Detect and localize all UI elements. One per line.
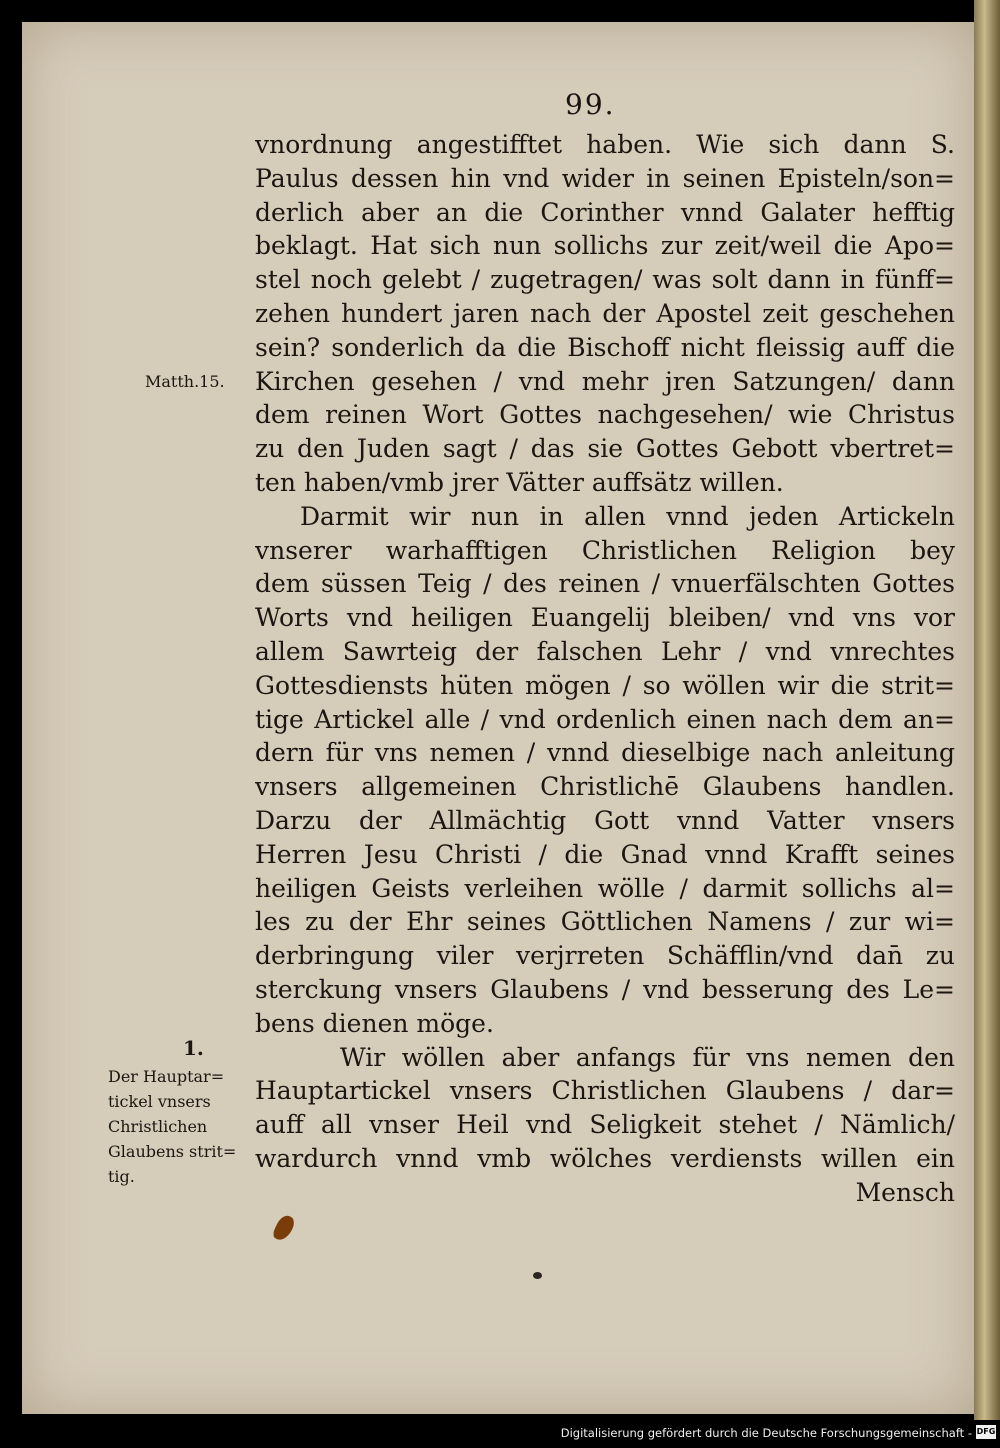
text-line: Gottesdiensts hüten mögen / so wöllen wir die strit= xyxy=(255,670,955,700)
text-line: Darzu der Allmächtig Gott vnnd Vatter vnsers xyxy=(255,805,955,835)
margin-note-reference: Matth.15. xyxy=(145,372,225,391)
margin-note-summary xyxy=(108,1064,253,1189)
text-line: les zu der Ehr seines Göttlichen Namens / zur wi= xyxy=(255,907,955,937)
text-line: wardurch vnnd vmb wölches verdiensts willen ein xyxy=(255,1143,955,1173)
text-line: Darmit wir nun in allen vnnd jeden Artickeln xyxy=(300,501,955,531)
text-line: vnsers allgemeinen Christlichē Glaubens handlen. xyxy=(255,772,955,802)
margin-note-line: tig. xyxy=(108,1167,135,1186)
text-line: dern für vns nemen / vnnd dieselbige nach anleitung xyxy=(255,738,955,768)
text-line: sterckung vnsers Glaubens / vnd besserung des Le= xyxy=(255,974,955,1004)
catchword: Mensch xyxy=(855,1177,955,1207)
margin-note-line: tickel vnsers xyxy=(108,1092,211,1111)
text-line: Herren Jesu Christi / die Gnad vnnd Krafft seines xyxy=(255,839,955,869)
funding-credit: Digitalisierung gefördert durch die Deutsche Forschungsgemeinschaft - xyxy=(560,1426,972,1440)
text-line: heiligen Geists verleihen wölle / darmit sollichs al= xyxy=(255,873,955,903)
page-edge xyxy=(974,0,1000,1420)
text-line: bens dienen möge. xyxy=(255,1008,494,1038)
margin-note-line: Glaubens strit= xyxy=(108,1142,237,1161)
text-line: beklagt. Hat sich nun sollichs zur zeit/weil die Apo= xyxy=(255,231,955,261)
text-line: Paulus dessen hin vnd wider in seinen Episteln/son= xyxy=(255,163,955,193)
text-line: derbringung viler verjrreten Schäfflin/vnd dan̄ zu xyxy=(255,941,955,971)
page-number: 99. xyxy=(565,88,616,121)
text-line: Wir wöllen aber anfangs für vns nemen den xyxy=(340,1042,955,1072)
text-line: zu den Juden sagt / das sie Gottes Gebott vbertret= xyxy=(255,434,955,464)
text-line: ten haben/vmb jrer Vätter auffsätz willen. xyxy=(255,467,784,497)
text-line: derlich aber an die Corinther vnnd Galater hefftig xyxy=(255,197,955,227)
body-text xyxy=(255,128,955,1210)
text-line: auff all vnser Heil vnd Seligkeit stehet / Nämlich/ xyxy=(255,1110,955,1140)
margin-note-line: Christlichen xyxy=(108,1117,208,1136)
text-line: vnserer warhafftigen Christlichen Religion bey xyxy=(255,535,955,565)
text-line: tige Artickel alle / vnd ordenlich einen nach dem an= xyxy=(255,704,955,734)
text-line: Worts vnd heiligen Euangelij bleiben/ vnd vns vor xyxy=(255,603,955,633)
ink-dot xyxy=(533,1272,542,1279)
margin-note-number: 1. xyxy=(183,1036,204,1060)
text-line: allem Sawrteig der falschen Lehr / vnd vnrechtes xyxy=(255,636,955,666)
margin-note-line: Der Hauptar= xyxy=(108,1067,225,1086)
text-line: stel noch gelebt / zugetragen/ was solt dann in fünff= xyxy=(255,265,955,295)
text-line: Kirchen gesehen / vnd mehr jren Satzungen/ dann xyxy=(255,366,955,396)
text-line: sein? sonderlich da die Bischoff nicht fleissig auff die xyxy=(255,332,955,362)
text-line: dem süssen Teig / des reinen / vnuerfälschten Gottes xyxy=(255,569,955,599)
footer-bar xyxy=(0,1420,1000,1448)
dfg-logo: DFG xyxy=(976,1425,996,1439)
text-line: dem reinen Wort Gottes nachgesehen/ wie Christus xyxy=(255,400,955,430)
text-line: zehen hundert jaren nach der Apostel zeit geschehen xyxy=(255,298,955,328)
text-line: Hauptartickel vnsers Christlichen Glaubens / dar= xyxy=(255,1076,955,1106)
text-line: vnordnung angestifftet haben. Wie sich dann S. xyxy=(255,130,955,159)
